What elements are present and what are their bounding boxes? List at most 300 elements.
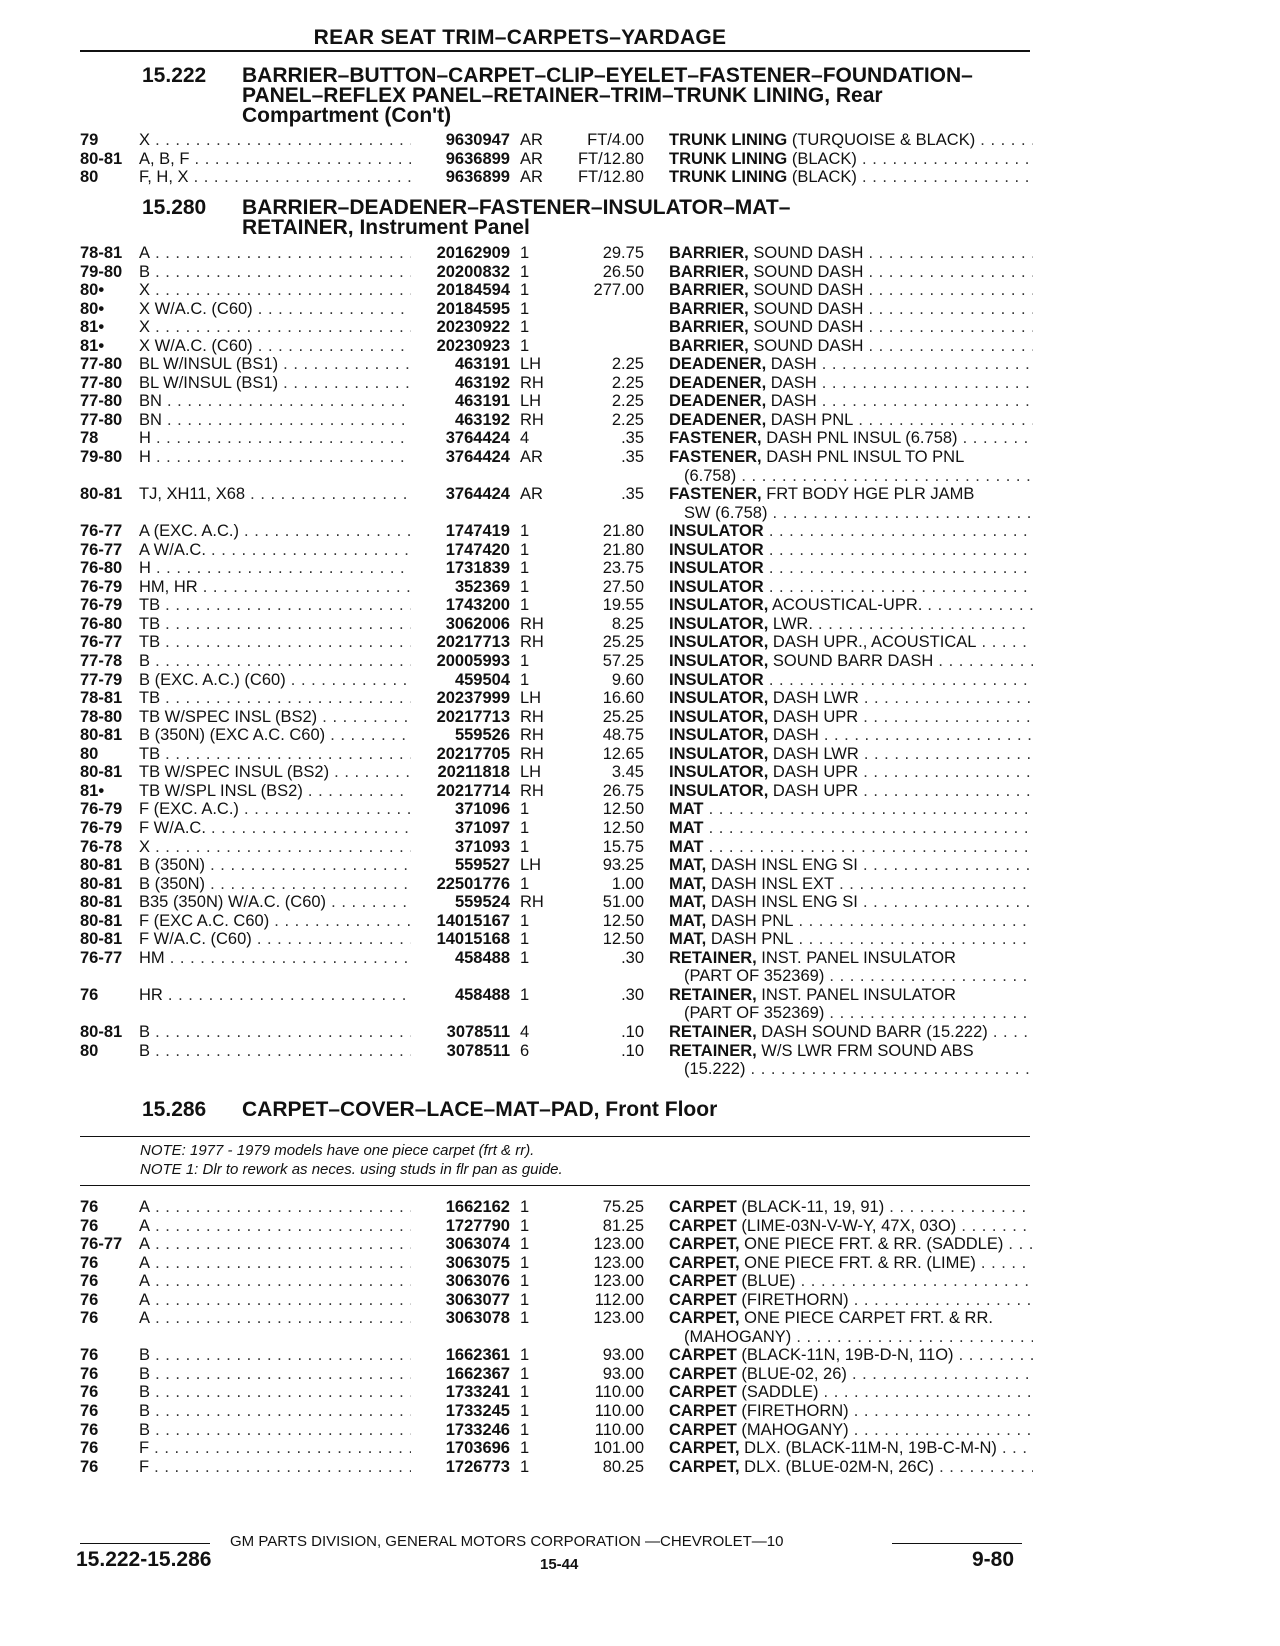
parts-row-continuation [0,1328,1280,1347]
description-continuation-text: (6.758) [684,466,737,485]
part-number: 20217713 [436,633,510,652]
section-title-line: CARPET–COVER–LACE–MAT–PAD, Front Floor [242,1098,718,1121]
price: 23.75 [602,559,644,578]
price: 93.00 [602,1346,644,1365]
parts-row [0,1421,1280,1440]
quantity: 1 [520,800,530,819]
part-number: 3078511 [446,1041,510,1060]
footer-rule-right [892,1543,1022,1544]
body-model: TB W/SPEC INSL (BS2) . . . [139,708,411,726]
model-year: 76-77 [80,540,123,559]
price: 21.80 [602,540,644,559]
part-number: 20200832 [436,262,510,281]
description-keyword: CARPET, [669,1309,740,1328]
description-keyword: MAT [669,837,704,856]
model-year: 77-79 [80,670,123,689]
parts-row [0,763,1280,782]
parts-row [0,986,1280,1005]
body-model: F, H, X . . . [139,168,411,186]
quantity: 1 [520,1457,530,1476]
description-keyword: INSULATOR, [669,744,769,763]
body-model: TB W/SPEC INSUL (BS2) . . . [139,763,411,781]
price: 8.25 [611,614,644,633]
description-keyword: INSULATOR, [669,633,769,652]
model-year: 80 [80,1041,99,1060]
quantity: 1 [520,1364,530,1383]
price: 3.45 [611,763,644,782]
part-number: 463192 [454,410,510,429]
description-continuation [684,467,1033,485]
model-year: 81• [80,781,105,800]
description-keyword: MAT [669,800,704,819]
description-detail: DASH [768,726,819,745]
model-year: 77-80 [80,392,123,411]
parts-row [0,281,1280,300]
quantity: 1 [520,985,530,1004]
body-model: F . . . [139,1439,411,1457]
price: 112.00 [594,1290,644,1309]
price: 15.75 [602,837,644,856]
description [669,856,1033,874]
description [669,1198,1033,1216]
description [669,596,1033,614]
quantity: 1 [520,1402,530,1421]
body-model: BL W/INSUL (BS1) . . . [139,374,411,392]
model-year: 76 [80,1346,99,1365]
description-keyword: CARPET, [669,1457,740,1476]
parts-row [0,1023,1280,1042]
description-detail: ACOUSTICAL-UPR. [768,596,923,615]
parts-row [0,708,1280,727]
price: 123.00 [593,1309,644,1328]
parts-row [0,1254,1280,1273]
price: 29.75 [602,244,644,262]
description-keyword: CARPET [669,1402,737,1421]
description [669,1458,1033,1476]
body-model: B . . . [139,652,411,670]
description-keyword: INSULATOR, [669,689,769,708]
description-detail: (TURQUOISE & BLACK) [787,131,976,149]
model-year: 76 [80,1309,99,1328]
description-detail: (BLACK) [787,168,857,187]
part-number: 9630947 [445,131,510,149]
model-year: 76-77 [80,948,123,967]
parts-row-continuation [0,467,1280,486]
model-year: 79-80 [80,262,123,281]
description-detail: (BLACK-11, 19, 91) [736,1198,885,1216]
description-detail: DASH UPR [768,781,859,800]
model-year: 77-80 [80,410,123,429]
quantity: RH [520,614,544,633]
parts-row [0,150,1280,169]
model-year: 80• [80,299,105,318]
part-number: 559524 [454,893,510,912]
part-number: 3063077 [445,1290,510,1309]
model-year: 79 [80,131,99,149]
description-keyword: INSULATOR, [669,726,769,745]
parts-row [0,596,1280,615]
model-year: 76 [80,1272,99,1291]
description [669,912,1033,930]
body-model: B . . . [139,1383,411,1401]
description-keyword: BARRIER, [669,262,749,281]
body-model: A W/A.C. . . . [139,541,411,559]
description [669,1383,1033,1401]
description-keyword: MAT, [669,930,707,949]
price: 123.00 [593,1272,644,1291]
model-year: 80-81 [80,874,123,893]
quantity: AR [520,131,543,149]
price: 26.50 [602,262,644,281]
quantity: 1 [520,522,530,541]
body-model: B . . . [139,1042,411,1060]
body-model: X . . . [139,281,411,299]
description-detail: DASH UPR [768,763,859,782]
parts-row-continuation [0,504,1280,523]
section-number: 15.280 [142,196,207,219]
model-year: 77-80 [80,373,123,392]
description-detail: W/S LWR FRM SOUND ABS [756,1041,974,1060]
price: 1.00 [611,874,644,893]
description-keyword: MAT, [669,874,707,893]
description-keyword: TRUNK LINING [669,131,788,149]
model-year: 80-81 [80,911,123,930]
description-keyword: INSULATOR, [669,596,769,615]
footer-page-number: 15-44 [540,1556,579,1573]
description-keyword: CARPET [669,1364,737,1383]
description-detail: (FIRETHORN) [736,1290,849,1309]
body-model: B35 (350N) W/A.C. (C60) . . . [139,893,411,911]
part-number: 20162909 [436,244,510,262]
description-detail: DASH PNL [766,410,854,429]
body-model: B . . . [139,1023,411,1041]
model-year: 80-81 [80,1022,123,1041]
part-number: 20184595 [436,299,510,318]
description-detail: SOUND DASH [748,244,864,262]
quantity: LH [520,856,542,875]
part-number: 463191 [454,392,510,411]
description [669,281,1033,299]
part-number: 3764424 [445,429,510,448]
model-year: 76 [80,1253,99,1272]
model-year: 76-79 [80,800,123,819]
part-number: 352369 [454,577,510,596]
model-year: 76 [80,1457,99,1476]
parts-row [0,1198,1280,1217]
price: 25.25 [602,707,644,726]
description-keyword: INSULATOR [669,522,764,541]
description-continuation-text: (PART OF 352369) [684,1004,825,1023]
quantity: 1 [520,1309,530,1328]
quantity: 1 [520,652,530,671]
body-model: BL W/INSUL (BS1) . . . [139,355,411,373]
description [669,615,1033,633]
footer-rule-left [80,1543,210,1544]
description-keyword: INSULATOR [669,670,764,689]
description-keyword: CARPET [669,1216,737,1235]
price: 51.00 [602,893,644,912]
price: 123.00 [593,1235,644,1254]
section-title-line: BARRIER–BUTTON–CARPET–CLIP–EYELET–FASTENER–FOUNDATION– [242,64,973,87]
part-number: 3764424 [445,485,510,504]
quantity: AR [520,149,543,168]
description-detail: DASH PNL INSUL (6.758) [761,429,958,448]
description-keyword: INSULATOR, [669,614,769,633]
description-detail: DASH UPR [768,707,859,726]
part-number: 3078511 [446,1022,510,1041]
parts-row [0,1439,1280,1458]
price: FT/4.00 [587,131,644,149]
description-detail: (MAHOGANY) [736,1420,849,1439]
description-continuation [684,1004,1033,1022]
model-year: 76-79 [80,577,123,596]
part-number: 20217705 [436,744,510,763]
description-detail: DASH [766,392,817,411]
description [669,392,1033,410]
description-detail: DASH INSL EXT [706,874,835,893]
body-model: BN . . . [139,411,411,429]
parts-row [0,1346,1280,1365]
section-number: 15.222 [142,64,207,87]
description [669,150,1033,168]
part-number: 371097 [454,818,510,837]
description [669,986,1033,1004]
description-detail: DASH [766,373,817,392]
body-model: X . . . [139,838,411,856]
description-keyword: INSULATOR, [669,652,769,671]
body-model: TB . . . [139,745,411,763]
body-model: TB W/SPL INSL (BS2) . . . [139,782,411,800]
body-model: TB . . . [139,689,411,707]
description [669,1217,1033,1235]
part-number: 3063076 [445,1272,510,1291]
description [669,541,1033,559]
quantity: 1 [520,1272,530,1291]
description-keyword: BARRIER, [669,281,749,300]
description-continuation-text: (MAHOGANY) [684,1327,792,1346]
parts-row [0,1042,1280,1061]
parts-row [0,522,1280,541]
description-keyword: DEADENER, [669,410,767,429]
quantity: 1 [520,596,530,615]
quantity: LH [520,355,542,374]
quantity: RH [520,726,544,745]
body-model: B . . . [139,263,411,281]
body-model: X . . . [139,131,411,149]
quantity: AR [520,485,543,504]
parts-row [0,337,1280,356]
description [669,838,1033,856]
part-number: 20230922 [436,318,510,337]
description-keyword: CARPET [669,1420,737,1439]
description-keyword: MAT, [669,911,707,930]
description-detail: DASH PNL [706,911,794,930]
part-number: 22501776 [436,874,510,893]
body-model: B . . . [139,1421,411,1439]
description [669,1291,1033,1309]
part-number: 1733246 [445,1420,510,1439]
price: 12.65 [602,744,644,763]
note-1977-1979: NOTE: 1977 - 1979 models have one piece carpet (frt & rr). [140,1142,535,1159]
parts-row [0,355,1280,374]
description [669,708,1033,726]
price: 16.60 [602,689,644,708]
description-keyword: TRUNK LINING [669,149,788,168]
description-keyword: TRUNK LINING [669,168,788,187]
description-detail: DASH INSL ENG SI [706,893,858,912]
parts-row [0,800,1280,819]
description [669,244,1033,262]
quantity: 4 [520,1022,530,1041]
description-detail: DLX. (BLACK-11M-N, 19B-C-M-N) [739,1439,997,1458]
model-year: 76 [80,1216,99,1235]
part-number: 1733241 [445,1383,510,1402]
section-title-line: PANEL–REFLEX PANEL–RETAINER–TRIM–TRUNK LINING, Rear [242,84,883,107]
part-number: 3764424 [445,448,510,467]
part-number: 559527 [454,856,510,875]
parts-row [0,726,1280,745]
section-number: 15.286 [142,1098,207,1121]
price: 110.00 [594,1420,644,1439]
parts-row [0,689,1280,708]
part-number: 371093 [454,837,510,856]
model-year: 76 [80,985,99,1004]
quantity: RH [520,410,544,429]
parts-row [0,429,1280,448]
description [669,875,1033,893]
price: 26.75 [602,781,644,800]
description [669,1402,1033,1420]
quantity: RH [520,893,544,912]
parts-row [0,1458,1280,1477]
part-number: 20230923 [436,336,510,355]
parts-row-continuation [0,1004,1280,1023]
price: 93.25 [602,856,644,875]
quantity: RH [520,781,544,800]
quantity: 1 [520,559,530,578]
description-detail: DASH [766,355,817,374]
description-detail: (BLACK-11N, 19B-D-N, 11O) [736,1346,954,1365]
body-model: A (EXC. A.C.) . . . [139,522,411,540]
part-number: 1731839 [445,559,510,578]
header-rule [80,50,1030,52]
model-year: 80• [80,281,105,300]
description [669,745,1033,763]
quantity: LH [520,392,542,411]
parts-row [0,448,1280,467]
description [669,411,1033,429]
description [669,782,1033,800]
price: 2.25 [611,410,644,429]
description-detail: (SADDLE) [736,1383,819,1402]
price: .10 [621,1022,644,1041]
quantity: RH [520,633,544,652]
description-keyword: CARPET [669,1290,737,1309]
footer-publisher-text: GM PARTS DIVISION, GENERAL MOTORS CORPORATION —CHEVROLET—10 [230,1533,784,1550]
description-keyword: BARRIER, [669,336,749,355]
description-detail: (BLUE-02, 26) [736,1364,847,1383]
description-detail: SOUND DASH [748,281,864,300]
description-continuation-text: (PART OF 352369) [684,967,825,986]
part-number: 1662162 [445,1198,510,1216]
description-keyword: RETAINER, [669,1041,757,1060]
body-model: B (350N) . . . [139,875,411,893]
price: .30 [621,985,644,1004]
parts-row [0,745,1280,764]
parts-row [0,1383,1280,1402]
description [669,337,1033,355]
description-keyword: BARRIER, [669,299,749,318]
parts-row [0,1272,1280,1291]
quantity: 1 [520,299,530,318]
model-year: 76 [80,1420,99,1439]
description-detail: DASH INSL ENG SI [706,856,858,875]
price: 21.80 [602,522,644,541]
body-model: F (EXC A.C. C60) . . . [139,912,411,930]
model-year: 80-81 [80,856,123,875]
price: 48.75 [602,726,644,745]
price: .10 [621,1041,644,1060]
description-keyword: INSULATOR, [669,707,769,726]
description-detail: DASH SOUND BARR (15.222) [756,1022,988,1041]
model-year: 76-80 [80,614,123,633]
part-number: 463191 [454,355,510,374]
body-model: TB . . . [139,615,411,633]
model-year: 76-77 [80,1235,123,1254]
description-detail: SOUND DASH [748,336,864,355]
description-keyword: RETAINER, [669,948,757,967]
body-model: TB . . . [139,633,411,651]
description [669,1272,1033,1290]
part-number: 3062006 [445,614,510,633]
model-year: 76-79 [80,596,123,615]
part-number: 3063078 [445,1309,510,1328]
price: .35 [621,485,644,504]
part-number: 459504 [454,670,510,689]
price: 101.00 [593,1439,644,1458]
body-model: A . . . [139,244,411,262]
notes-bottom-rule [80,1185,1030,1186]
part-number: 1726773 [445,1457,510,1476]
quantity: RH [520,744,544,763]
part-number: 20217714 [436,781,510,800]
price: 9.60 [611,670,644,689]
description [669,800,1033,818]
quantity: 1 [520,818,530,837]
description-keyword: MAT [669,818,704,837]
description-keyword: DEADENER, [669,392,767,411]
body-model: F W/A.C. (C60) . . . [139,930,411,948]
description-continuation [684,1328,1033,1346]
body-model: B (350N) (EXC A.C. C60) . . . [139,726,411,744]
quantity: 1 [520,244,530,262]
description [669,689,1033,707]
description-keyword: INSULATOR [669,577,764,596]
model-year: 76 [80,1290,99,1309]
page-title: REAR SEAT TRIM–CARPETS–YARDAGE [313,26,727,49]
body-model: B . . . [139,1346,411,1364]
parts-row [0,652,1280,671]
section-title-line: BARRIER–DEADENER–FASTENER–INSULATOR–MAT– [242,196,791,219]
description [669,300,1033,318]
price: 57.25 [602,652,644,671]
quantity: 1 [520,1346,530,1365]
quantity: 1 [520,911,530,930]
price: 110.00 [594,1402,644,1421]
parts-row [0,949,1280,968]
body-model: TB . . . [139,596,411,614]
description [669,522,1033,540]
